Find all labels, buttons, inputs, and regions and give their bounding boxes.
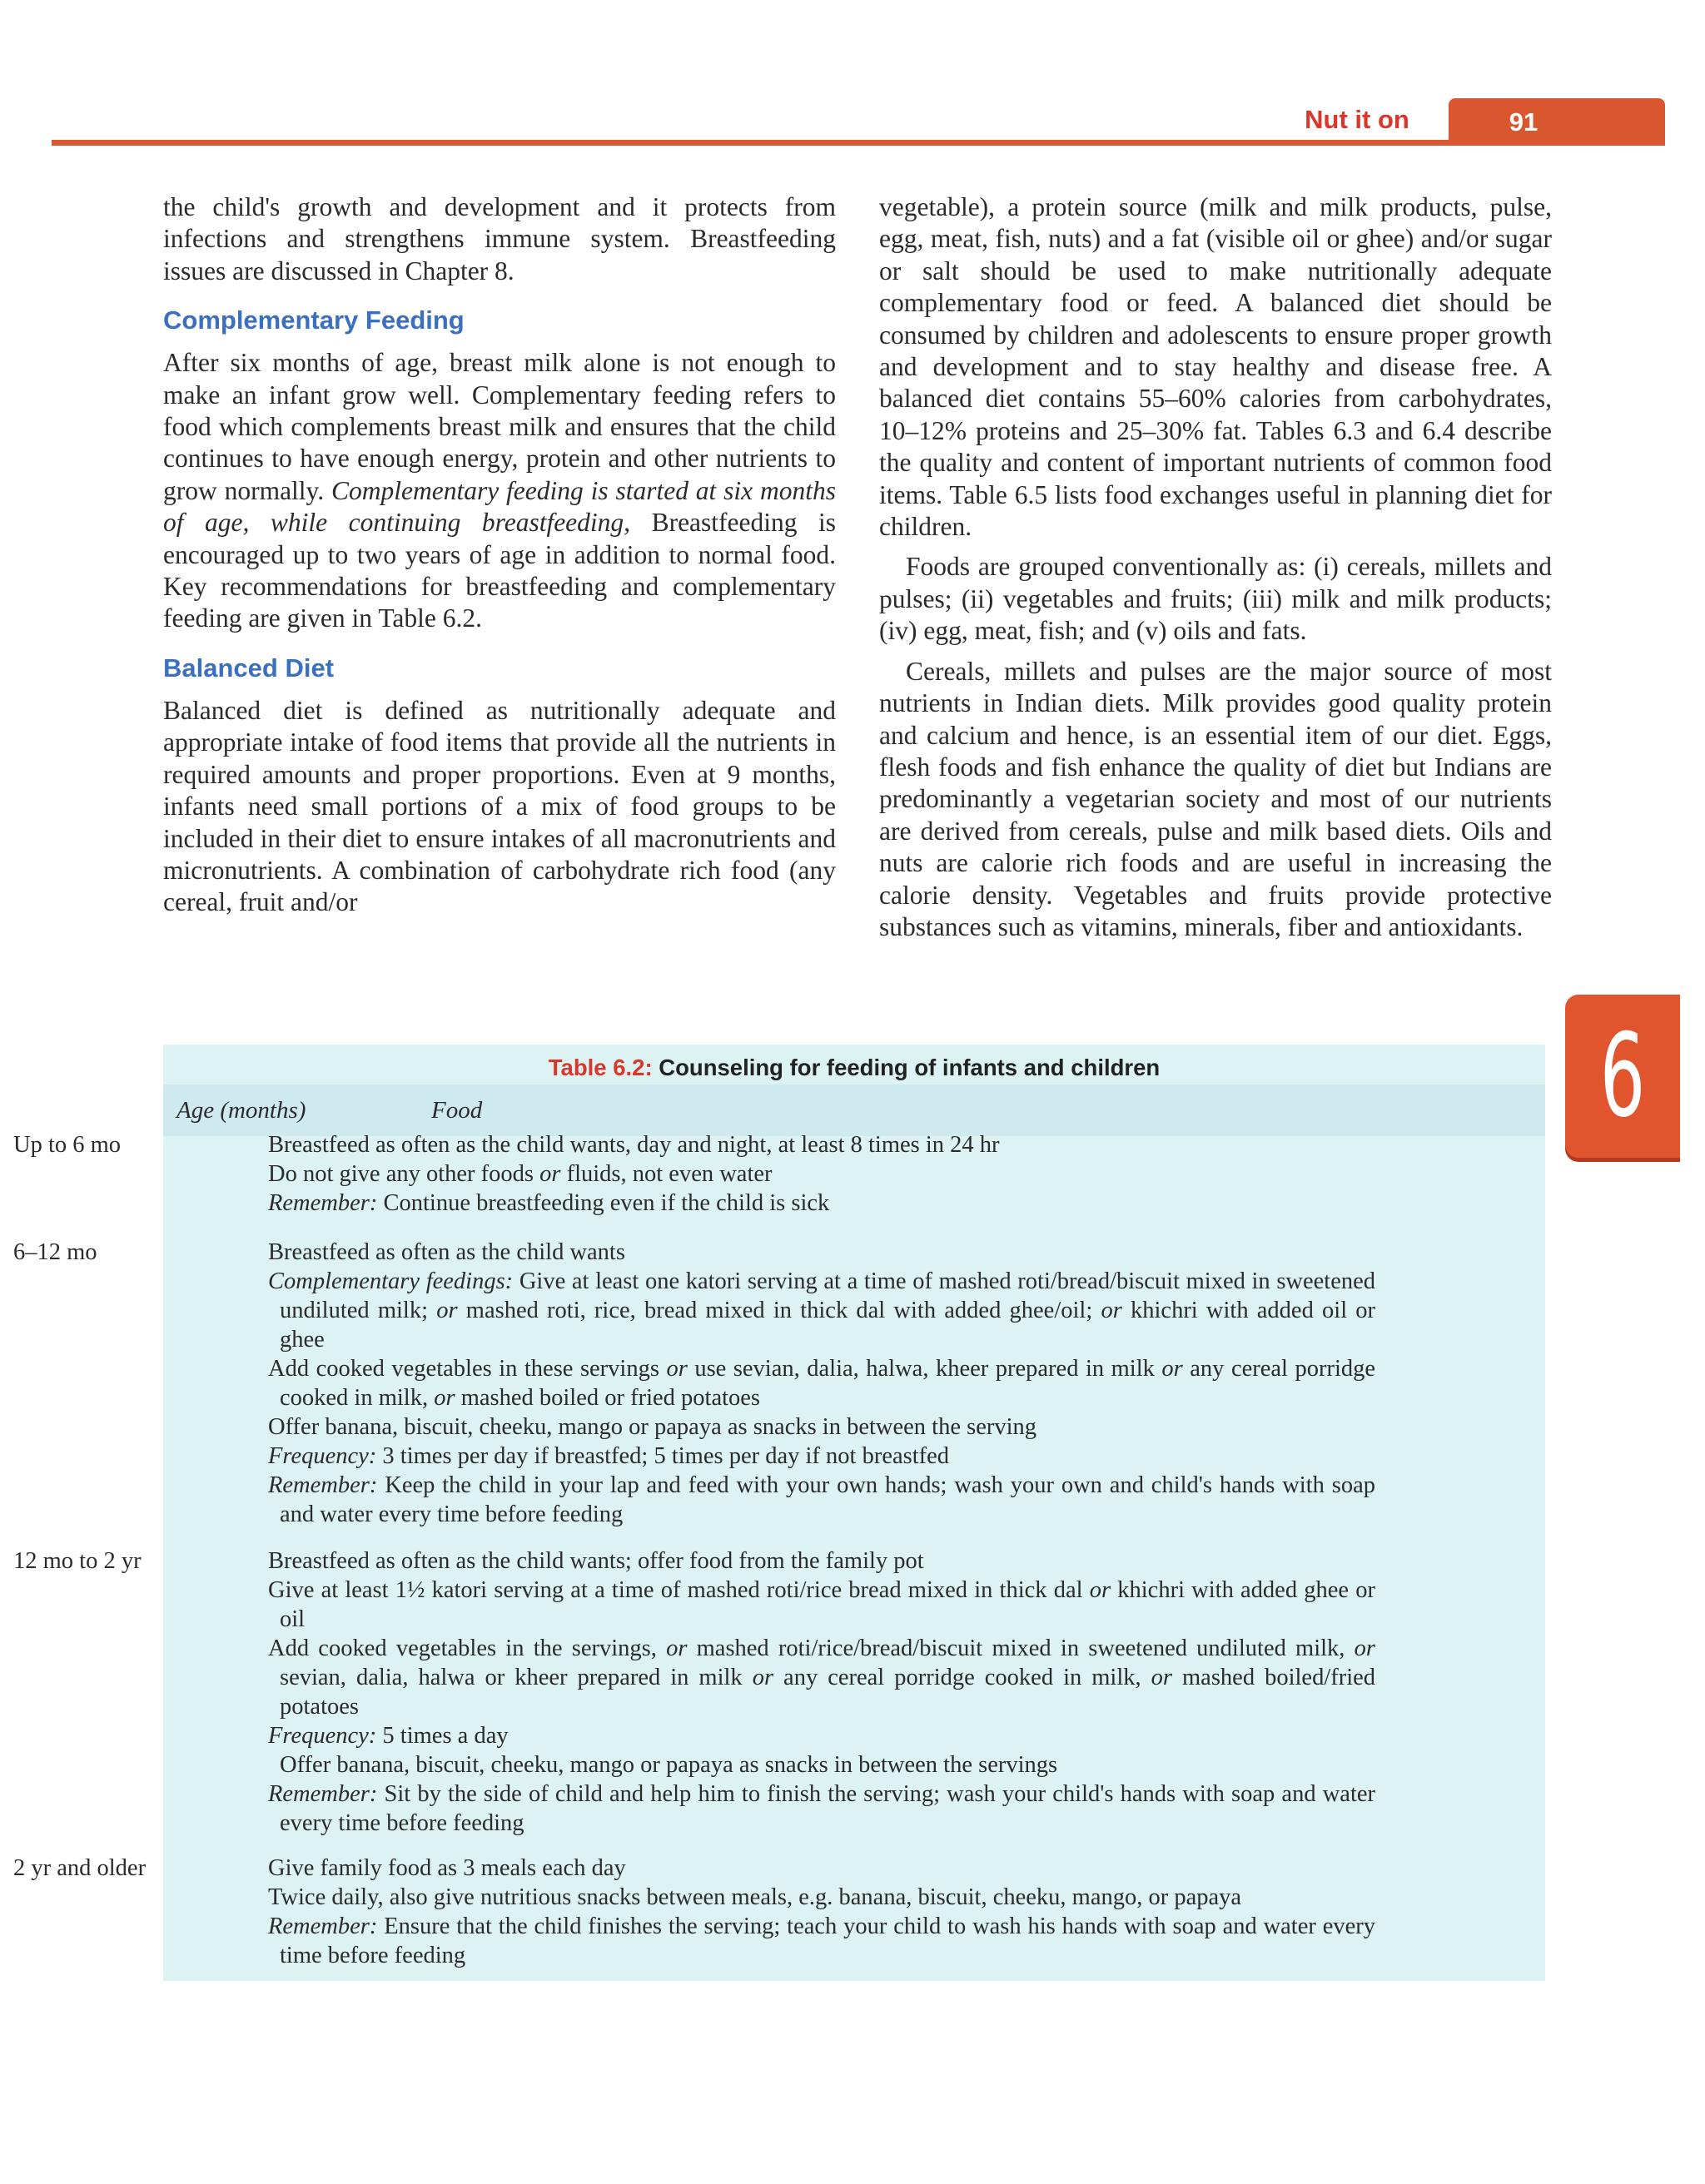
age-cell: 6–12 mo — [13, 1239, 97, 1265]
column-header-age: Age (months) — [176, 1097, 306, 1124]
table-header-row — [163, 1085, 1545, 1136]
paragraph: vegetable), a protein source (milk and milk products, pulse, egg, meat, fish, nuts) and a fat (visible oil or ghee) and/or sugar or salt should be used to make nutritionally adequate complementary food or feed. A balanced diet should be consumed by children and adolescents to ensure proper growth and development and to stay healthy and disease free. A balanced diet contains 55–60% calories from carbohydrates, 10–12% proteins and 25–30% fat. Tables 6.3 and 6.4 describe the quality and content of important nutrients of common food items. Table 6.5 lists food exchanges useful in planning diet for children. — [879, 192, 1552, 542]
food-cell: Breastfeed as often as the child wants Complementary feedings: Give at least one katori serving at a time of mashed roti/bread/biscuit mixed in sweetened undiluted milk; or mashed roti, rice, bread mixed in thick dal with added ghee/oil; or khichri with added oil or ghee Add cooked vegetables in these servings or use sevian, dalia, halwa, kheer prepared in milk or any cereal porridge cooked in milk, or mashed boiled or fried potatoes Offer banana, biscuit, cheeku, mango or papaya as snacks in between the serving Frequency: 3 times per day if breastfed; 5 times per day if not breastfed Remember: Keep the child in your lap and feed with your own hands; wash your own and child's hands with soap and water every time before feeding — [268, 1239, 1376, 1527]
chapter-number: 6 — [1599, 1009, 1646, 1143]
column-header-food: Food — [431, 1097, 483, 1124]
left-column — [163, 191, 836, 927]
paragraph: Balanced diet is defined as nutritionally adequate and appropriate intake of food items that provide all the nutrients in required amounts and proper proportions. Even at 9 months, infants need small portions of a mix of food groups to be included in their diet to ensure intakes of all macronutrients and micronutrients. A combination of carbohydrate rich food (any cereal, fruit and/or — [163, 695, 836, 917]
age-cell: 2 yr and older — [13, 1855, 147, 1881]
page-number-tab — [1449, 98, 1665, 146]
right-column — [879, 191, 1552, 951]
section-heading-complementary-feeding: Complementary Feeding — [163, 305, 465, 335]
running-header-title: Nut it on — [1305, 105, 1409, 134]
food-cell: Give family food as 3 meals each day Twice daily, also give nutritious snacks between meals, e.g. banana, biscuit, cheeku, mango, or papaya Remember: Ensure that the child finishes the serving; teach your child to wash his hands with soap and water every time before feeding — [268, 1855, 1376, 1968]
paragraph: Cereals, millets and pulses are the major source of most nutrients in Indian diets. Milk provides good quality protein and calcium and hence, is an essential item of our diet. Eggs, flesh foods and fish enhance the quality of diet but Indians are predominantly a vegetarian society and most of our nutrients are derived from cereals, pulse and milk based diets. Oils and nuts are calorie rich foods and are useful in increasing the calorie density. Vegetables and fruits provide protective substances such as vitamins, minerals, fiber and antioxidants. — [879, 656, 1552, 941]
page-number: 91 — [1509, 107, 1538, 136]
food-cell: Breastfeed as often as the child wants; offer food from the family pot Give at least 1½ katori serving at a time of mashed roti/rice bread mixed in thick dal or khichri with added ghee or oil Add cooked vegetables in the servings, or mashed roti/rice/bread/biscuit mixed in sweetened undiluted milk, or sevian, dalia, halwa or kheer prepared in milk or any cereal porridge cooked in milk, or mashed boiled/fried potatoes Frequency: 5 times a day Offer banana, biscuit, cheeku, mango or papaya as snacks in between the servings Remember: Sit by the side of child and help him to finish the serving; wash your child's hands with soap and water every time before feeding — [268, 1548, 1376, 1836]
age-cell: Up to 6 mo — [13, 1132, 122, 1158]
header-rule — [52, 140, 1665, 146]
section-heading-balanced-diet: Balanced Diet — [163, 653, 335, 682]
food-cell: Breastfeed as often as the child wants, day and night, at least 8 times in 24 hr Do not give any other foods or fluids, not even water Remember: Continue breastfeeding even if the child is sick — [268, 1132, 1000, 1216]
paragraph: After six months of age, breast milk alone is not enough to make an infant grow well. Complementary feeding refers to food which complements breast milk and ensures that the child continues to have enough energy, protein and other nutrients to grow normally. Complementary feeding is started at six months of age, while continuing breastfeeding, Breastfeeding is encouraged up to two years of age in addition to normal food. Key recommendations for breastfeeding and complementary feeding are given in Table 6.2. — [163, 348, 837, 633]
chapter-thumb-tab — [1565, 995, 1680, 1158]
paragraph: Foods are grouped conventionally as: (i) cereals, millets and pulses; (ii) vegetables and fruits; (iii) milk and milk products; (iv) egg, meat, fish; and (v) oils and fats. — [879, 552, 1552, 646]
paragraph: the child's growth and development and it protects from infections and strengthens immune system. Breastfeeding issues are discussed in Chapter 8. — [163, 192, 836, 285]
age-cell: 12 mo to 2 yr — [13, 1548, 142, 1574]
table-caption: Table 6.2: Counseling for feeding of infants and children — [548, 1055, 1161, 1080]
